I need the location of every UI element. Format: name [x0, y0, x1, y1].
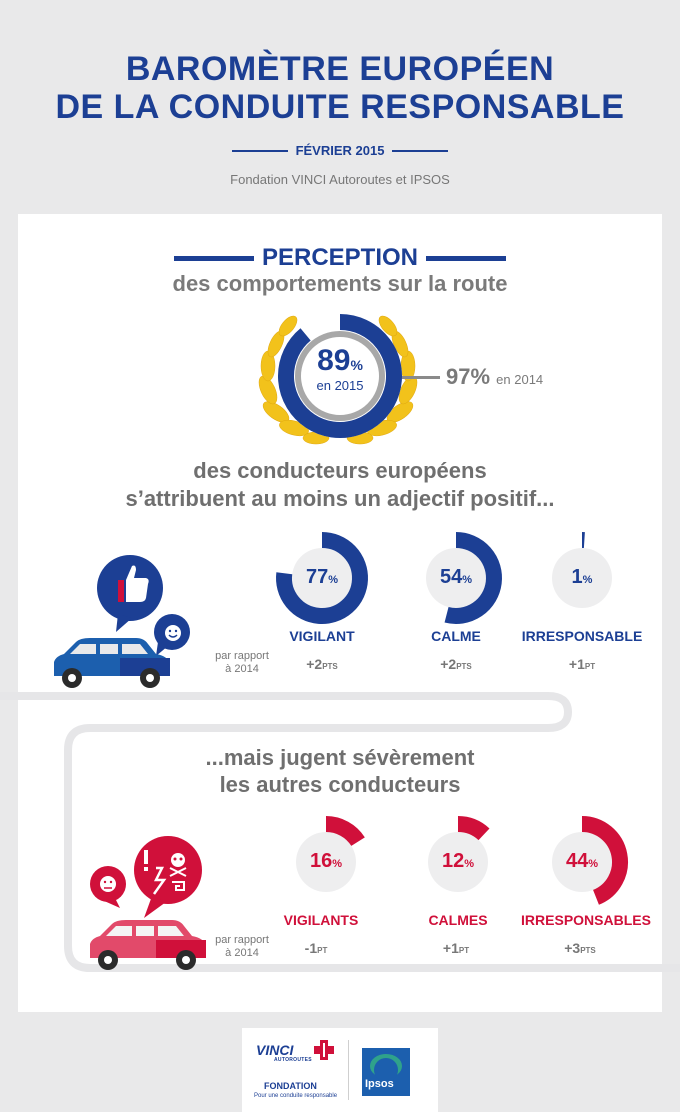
self-0-delta — [282, 656, 362, 672]
self-1-label: CALME — [431, 628, 481, 644]
compare-label-line: à 2014 — [225, 947, 259, 959]
delta-unit: PT — [458, 946, 470, 955]
value-unit: % — [328, 574, 339, 586]
perception-subheading: des comportements sur la route — [172, 271, 508, 296]
others-statement-line-2: les autres conducteurs — [219, 772, 461, 797]
divider — [392, 150, 448, 152]
value-number: 54 — [439, 566, 463, 588]
value-unit: % — [588, 858, 599, 870]
delta-unit: PT — [584, 662, 596, 671]
others-1-value — [414, 850, 502, 873]
value-number: 89 — [317, 344, 351, 377]
fondation-text: FONDATION — [264, 1081, 317, 1091]
self-2-delta — [542, 656, 622, 672]
delta-value: +1 — [568, 656, 585, 672]
logo-divider — [348, 1040, 349, 1100]
date-row — [0, 142, 680, 160]
delta-value: +2 — [440, 656, 457, 672]
compare-label-others — [214, 934, 270, 960]
delta-unit: PTS — [456, 662, 472, 671]
value-number: 16 — [309, 850, 333, 872]
delta-value: -1 — [304, 940, 318, 956]
value-unit: % — [462, 574, 473, 586]
divider — [426, 256, 506, 261]
value-label: en 2014 — [496, 372, 544, 387]
value-number: 44 — [565, 850, 589, 872]
value-number: 12 — [441, 850, 465, 872]
compare-label-self — [214, 650, 270, 676]
delta-unit: PT — [317, 946, 328, 955]
delta-unit: PTS — [580, 946, 596, 955]
self-1-value — [412, 566, 500, 589]
compare-label-line: par rapport — [215, 934, 269, 946]
value-number: 97% — [446, 364, 491, 389]
perception-2015-label: en 2015 — [316, 378, 364, 393]
compare-label-line: par rapport — [215, 650, 269, 662]
title-line-2: DE LA CONDUITE RESPONSABLE — [55, 88, 625, 126]
ipsos-logo-text: Ipsos — [365, 1078, 394, 1090]
autoroutes-logo-text: AUTOROUTES — [274, 1057, 312, 1063]
self-2-value — [538, 566, 626, 589]
statement-line-1: des conducteurs européens — [193, 458, 487, 483]
others-1-label: CALMES — [428, 912, 488, 928]
others-2-value — [538, 850, 626, 873]
others-1-delta — [416, 940, 496, 956]
perception-heading-row — [0, 244, 680, 272]
date: FÉVRIER 2015 — [295, 143, 385, 159]
self-0-value — [278, 566, 366, 589]
delta-value: +2 — [306, 656, 323, 672]
compare-label-line: à 2014 — [225, 663, 259, 675]
delta-unit: PTS — [322, 662, 338, 671]
others-2-delta — [540, 940, 620, 956]
others-0-label: VIGILANTS — [283, 912, 359, 928]
vinci-cross-icon — [312, 1040, 336, 1060]
others-0-delta — [276, 940, 356, 956]
self-2-label: IRRESPONSABLE — [521, 628, 643, 644]
perception-2015-value — [300, 344, 380, 378]
red-car-icon — [86, 918, 210, 974]
divider — [174, 256, 254, 261]
value-number: 1 — [571, 566, 583, 588]
divider — [232, 150, 288, 152]
value-unit: % — [464, 858, 475, 870]
others-statement-line-1: ...mais jugent sévèrement — [205, 745, 475, 770]
connector-line — [402, 376, 440, 379]
others-2-label: IRRESPONSABLES — [521, 912, 651, 928]
vinci-logo-text: VINCI — [256, 1042, 294, 1058]
value-unit: % — [350, 357, 363, 373]
value-unit: % — [582, 574, 593, 586]
perception-heading: PERCEPTION — [261, 244, 419, 271]
value-number: 77 — [305, 566, 329, 588]
delta-value: +3 — [564, 940, 581, 956]
authors: Fondation VINCI Autoroutes et IPSOS — [230, 172, 450, 187]
perception-2014-value — [446, 364, 543, 390]
delta-value: +1 — [442, 940, 459, 956]
title-line-1: BAROMÈTRE EUROPÉEN — [125, 50, 555, 88]
fondation-subtitle: Pour une conduite responsable — [254, 1093, 338, 1099]
value-unit: % — [332, 858, 343, 870]
self-1-delta — [416, 656, 496, 672]
blue-car-icon — [50, 636, 174, 692]
statement-line-2: s’attribuent au moins un adjectif positif... — [125, 486, 555, 511]
others-0-value — [282, 850, 370, 873]
self-0-label: VIGILANT — [289, 628, 355, 644]
